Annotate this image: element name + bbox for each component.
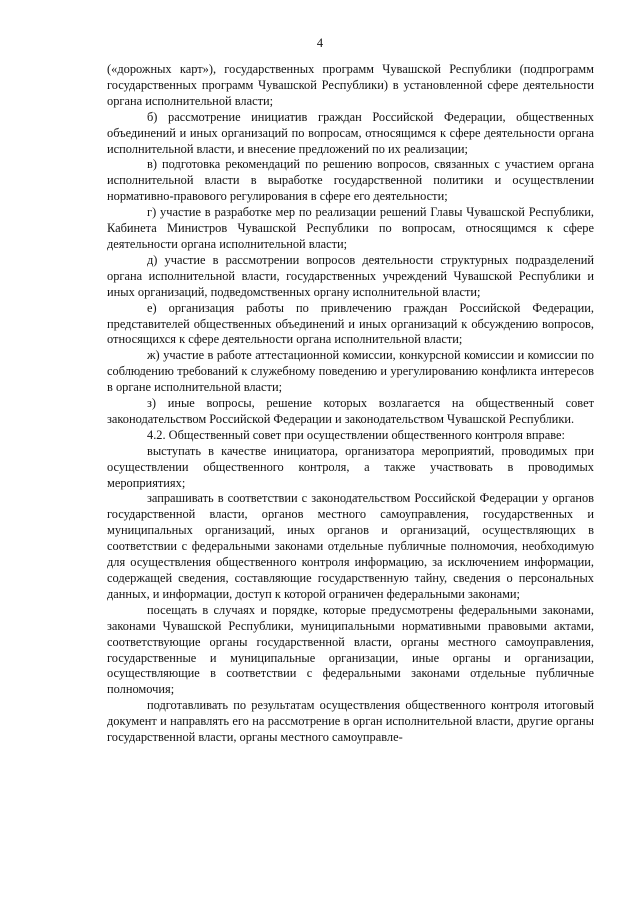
paragraph-item-e: е) организация работы по привлечению граждан Российской Федерации, представителей общественных объединений и иных организаций к обсуждению вопросов, относящихся к сфере деятельности органа исполнительной власти; [107,300,594,347]
paragraph-right-visit: посещать в случаях и порядке, которые предусмотрены федеральными законами, законами Чувашской Республики, муниципальными нормативными правовыми актами, соответствующие органы государственной власти, органы местного самоуправления, государственные и муниципальные организации, иные органы и организации, осуществляющие в соответствии с федеральными законами отдельные публичные полномочия; [107,602,594,697]
paragraph-section-4-2: 4.2. Общественный совет при осуществлении общественного контроля вправе: [147,427,565,442]
document-body [107,62,594,746]
paragraph-item-zh: ж) участие в работе аттестационной комиссии, конкурсной комиссии и комиссии по соблюдению требований к служебному поведению и урегулированию конфликта интересов в органе исполнительной власти; [107,348,594,395]
paragraph-right-report: подготавливать по результатам осуществления общественного контроля итоговый документ и направлять его на рассмотрение в орган исполнительной власти, другие органы государственной власти, органы местного самоуправле- [107,698,594,745]
paragraph-item-b: б) рассмотрение инициатив граждан Российской Федерации, общественных объединений и иных организаций по вопросам, относящимся к сфере деятельности органа исполнительной власти, и внесение предложений по их реализации; [107,109,594,156]
page-number: 4 [316,36,324,50]
paragraph-item-g: г) участие в разработке мер по реализации решений Главы Чувашской Республики, Кабинета Министров Чувашской Республики по вопросам, относящимся к сфере деятельности органа исполнительной власти; [107,205,594,251]
paragraph-item-d: д) участие в рассмотрении вопросов деятельности структурных подразделений органа исполнительной власти, государственных учреждений Чувашской Республики и иных организаций, подведомственных органу исполнительной власти; [107,252,594,299]
paragraph-continuation: («дорожных карт»), государственных программ Чувашской Республики (подпрограмм государственных программ Чувашской Республики) в установленной сфере деятельности органа исполнительной власти; [107,62,594,108]
paragraph-right-initiate: выступать в качестве инициатора, организатора мероприятий, проводимых при осуществлении общественного контроля, а также участвовать в проводимых мероприятиях; [107,443,594,490]
paragraph-item-v: в) подготовка рекомендаций по решению вопросов, связанных с участием органа исполнительной власти в выработке государственной политики и осуществлении нормативно-правового регулирования в сфере его деятельности; [107,157,594,204]
paragraph-item-z: з) иные вопросы, решение которых возлагается на общественный совет законодательством Российской Федерации и законодательством Чувашской Республики. [107,396,594,426]
paragraph-right-request: запрашивать в соответствии с законодательством Российской Федерации у органов государственной власти, органов местного самоуправления, государственных и муниципальных организаций, иных органов и организаций, осуществляющих в соответствии с федеральными законами отдельные публичные полномочия, необходимую для осуществления общественного контроля информацию, за исключением информации, содержащей сведения, составляющие государственную тайну, сведения о персональных данных, и информации, доступ к которой ограничен федеральными законами; [107,491,594,601]
